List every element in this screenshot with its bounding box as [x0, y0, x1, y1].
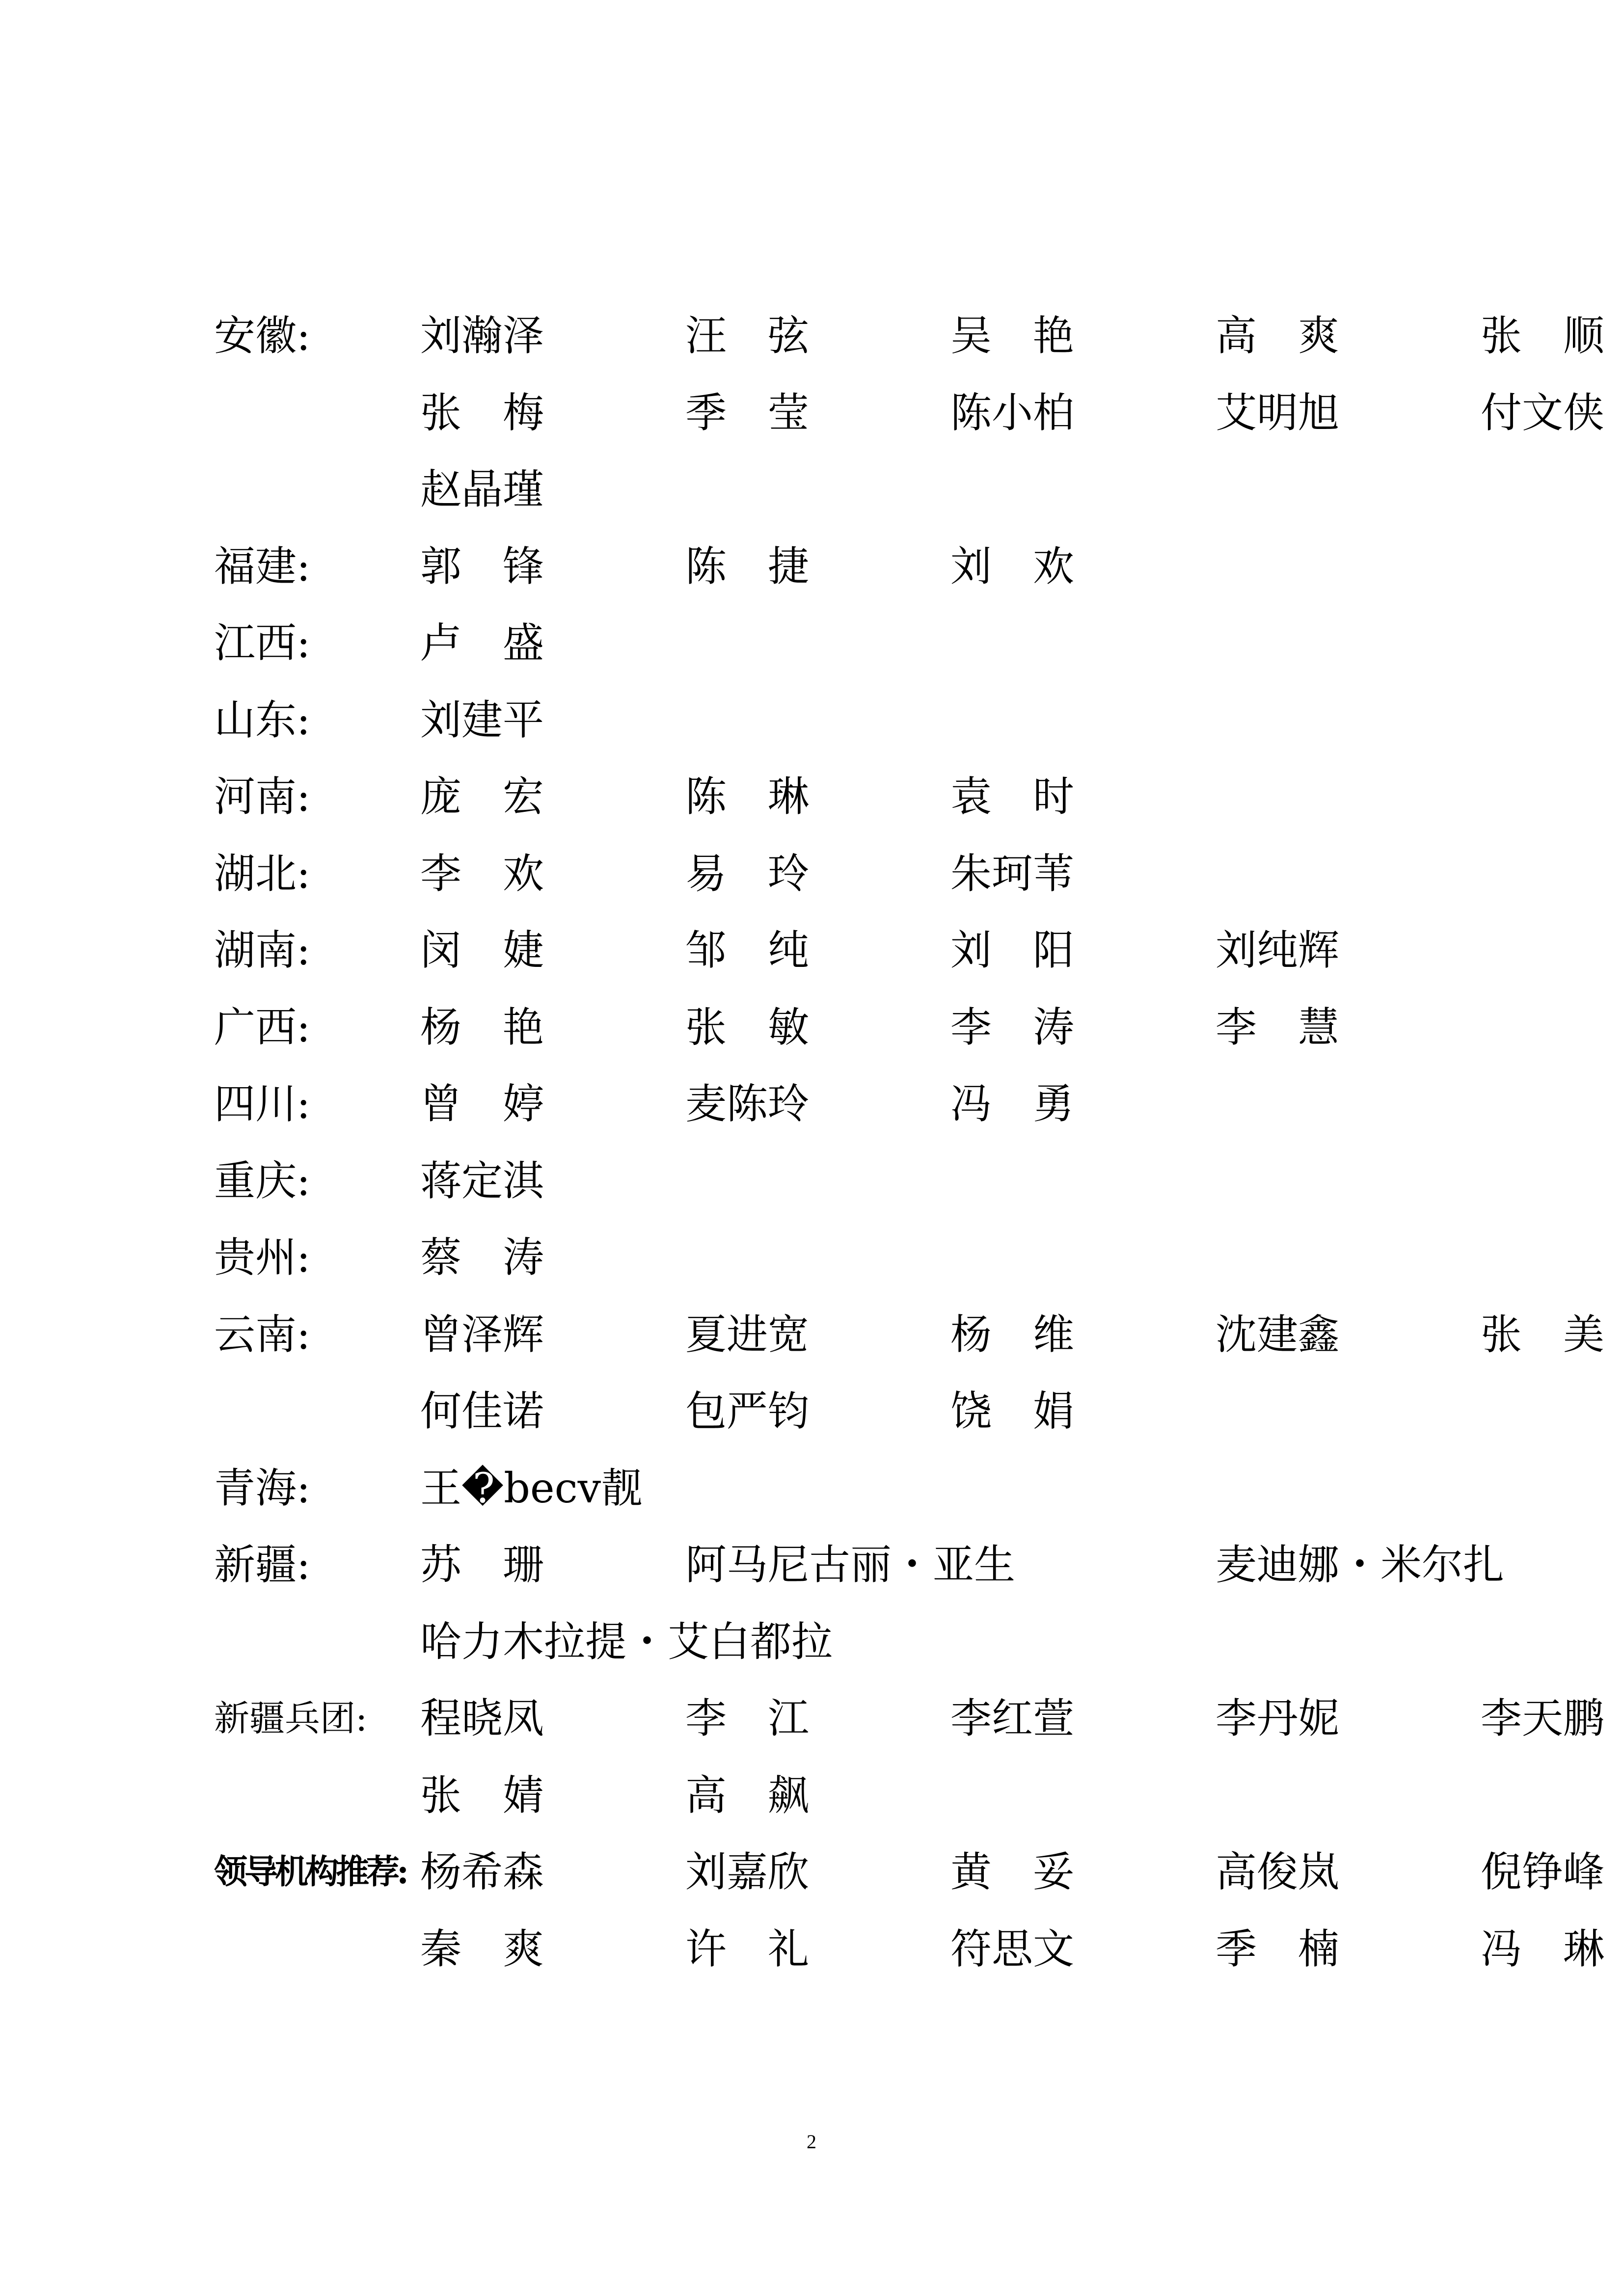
- person-name: 庞 宏: [420, 773, 544, 821]
- entry-line: [214, 1066, 1451, 1143]
- person-name: 冯 勇: [950, 1080, 1075, 1128]
- person-name: 刘 欢: [950, 542, 1075, 590]
- person-name: 包严钧: [685, 1387, 810, 1435]
- person-name: 李红萱: [950, 1694, 1075, 1742]
- person-name: 夏进宽: [685, 1310, 810, 1359]
- person-name: 吴 艳: [950, 312, 1075, 360]
- person-name: 陈 琳: [685, 773, 810, 821]
- entry-line: [214, 912, 1451, 989]
- person-name: 刘纯辉: [1216, 926, 1340, 974]
- entry-line: [214, 1834, 1605, 1911]
- region-label: 青海:: [214, 1464, 311, 1512]
- person-name: 袁 时: [950, 773, 1075, 821]
- person-name: 高 飙: [685, 1771, 810, 1819]
- entry-line: [214, 1143, 1451, 1220]
- entry-line: [214, 1911, 1605, 1988]
- person-name: 曾 婷: [420, 1080, 544, 1128]
- person-name: 倪铮峰: [1481, 1848, 1605, 1896]
- person-name: 刘瀚泽: [420, 312, 544, 360]
- entry-line: [214, 989, 1451, 1066]
- entry-line: [214, 1296, 1605, 1373]
- entry-line: [214, 297, 1605, 374]
- region-label: 四川:: [214, 1080, 311, 1128]
- person-name: 高 爽: [1216, 312, 1340, 360]
- entry-line: [214, 835, 1451, 912]
- entry-line: [214, 528, 1451, 605]
- person-name: 苏 珊: [420, 1541, 544, 1589]
- person-name: 高俊岚: [1216, 1848, 1340, 1896]
- person-name: 刘 阳: [950, 926, 1075, 974]
- entry-line: [214, 758, 1451, 835]
- person-name: 李 江: [685, 1694, 810, 1742]
- person-name: 李天鹏: [1481, 1694, 1605, 1742]
- person-name: 李 慧: [1216, 1003, 1340, 1051]
- person-name: 王�becv靓: [420, 1464, 643, 1512]
- person-name: 李 涛: [950, 1003, 1075, 1051]
- region-label: 河南:: [214, 773, 311, 821]
- entry-line: [214, 1219, 1451, 1296]
- region-label: 新疆:: [214, 1541, 311, 1589]
- person-name: 郭 锋: [420, 542, 544, 590]
- entry-line: [214, 1450, 1451, 1527]
- person-name: 杨 维: [950, 1310, 1075, 1359]
- person-name: 刘建平: [420, 695, 544, 744]
- entry-line: [214, 605, 1451, 682]
- region-label: 福建:: [214, 542, 311, 590]
- person-name: 杨 艳: [420, 1003, 544, 1051]
- person-name: 季 楠: [1216, 1924, 1340, 1973]
- entry-line: [214, 1680, 1605, 1757]
- person-name: 赵晶瑾: [420, 465, 544, 513]
- person-name: 付文侠: [1481, 388, 1605, 437]
- person-name: 程晓凤: [420, 1694, 544, 1742]
- person-name: 哈力木拉提・艾白都拉: [420, 1617, 833, 1666]
- entry-line: [214, 451, 1451, 528]
- region-label: 广西:: [214, 1003, 311, 1051]
- person-name: 张 敏: [685, 1003, 810, 1051]
- person-name: 蒋定淇: [420, 1156, 544, 1205]
- region-label: 湖北:: [214, 849, 311, 898]
- person-name: 艾明旭: [1216, 388, 1340, 437]
- person-name: 朱珂苇: [950, 849, 1075, 898]
- person-name: 汪 弦: [685, 312, 810, 360]
- person-name: 张 梅: [420, 388, 544, 437]
- person-name: 易 玲: [685, 849, 810, 898]
- person-name: 符思文: [950, 1924, 1075, 1973]
- person-name: 陈 捷: [685, 542, 810, 590]
- person-name: 蔡 涛: [420, 1233, 544, 1281]
- person-name: 麦迪娜・米尔扎: [1216, 1541, 1505, 1589]
- person-name: 何佳诺: [420, 1387, 544, 1435]
- person-name: 刘嘉欣: [685, 1848, 810, 1896]
- region-label: 领导机构推荐:: [214, 1852, 406, 1892]
- name-list: [214, 297, 1605, 1987]
- person-name: 闵 婕: [420, 926, 544, 974]
- person-name: 许 礼: [685, 1924, 810, 1973]
- region-label: 安徽:: [214, 312, 311, 360]
- person-name: 张 美: [1481, 1310, 1605, 1359]
- person-name: 卢 盛: [420, 619, 544, 667]
- region-label: 重庆:: [214, 1156, 311, 1205]
- entry-line: [214, 1526, 1505, 1603]
- person-name: 张 婧: [420, 1771, 544, 1819]
- person-name: 黄 妥: [950, 1848, 1075, 1896]
- region-label: 新疆兵团:: [214, 1698, 368, 1739]
- person-name: 阿马尼古丽・亚生: [685, 1541, 1016, 1589]
- entry-line: [214, 374, 1605, 452]
- person-name: 李丹妮: [1216, 1694, 1340, 1742]
- person-name: 秦 爽: [420, 1924, 544, 1973]
- region-label: 云南:: [214, 1310, 311, 1359]
- region-label: 湖南:: [214, 926, 311, 974]
- person-name: 邹 纯: [685, 926, 810, 974]
- person-name: 曾泽辉: [420, 1310, 544, 1359]
- person-name: 饶 娟: [950, 1387, 1075, 1435]
- person-name: 张 顺: [1481, 312, 1605, 360]
- region-label: 江西:: [214, 619, 311, 667]
- region-label: 贵州:: [214, 1233, 311, 1281]
- person-name: 沈建鑫: [1216, 1310, 1340, 1359]
- person-name: 陈小柏: [950, 388, 1075, 437]
- person-name: 李 欢: [420, 849, 544, 898]
- person-name: 季 莹: [685, 388, 810, 437]
- page-number: 2: [807, 2131, 816, 2153]
- region-label: 山东:: [214, 695, 311, 744]
- entry-line: [214, 1603, 1451, 1681]
- person-name: 杨希森: [420, 1848, 544, 1896]
- person-name: 麦陈玲: [685, 1080, 810, 1128]
- entry-line: [214, 682, 1451, 759]
- person-name: 冯 琳: [1481, 1924, 1605, 1973]
- entry-line: [214, 1757, 1451, 1834]
- entry-line: [214, 1373, 1451, 1450]
